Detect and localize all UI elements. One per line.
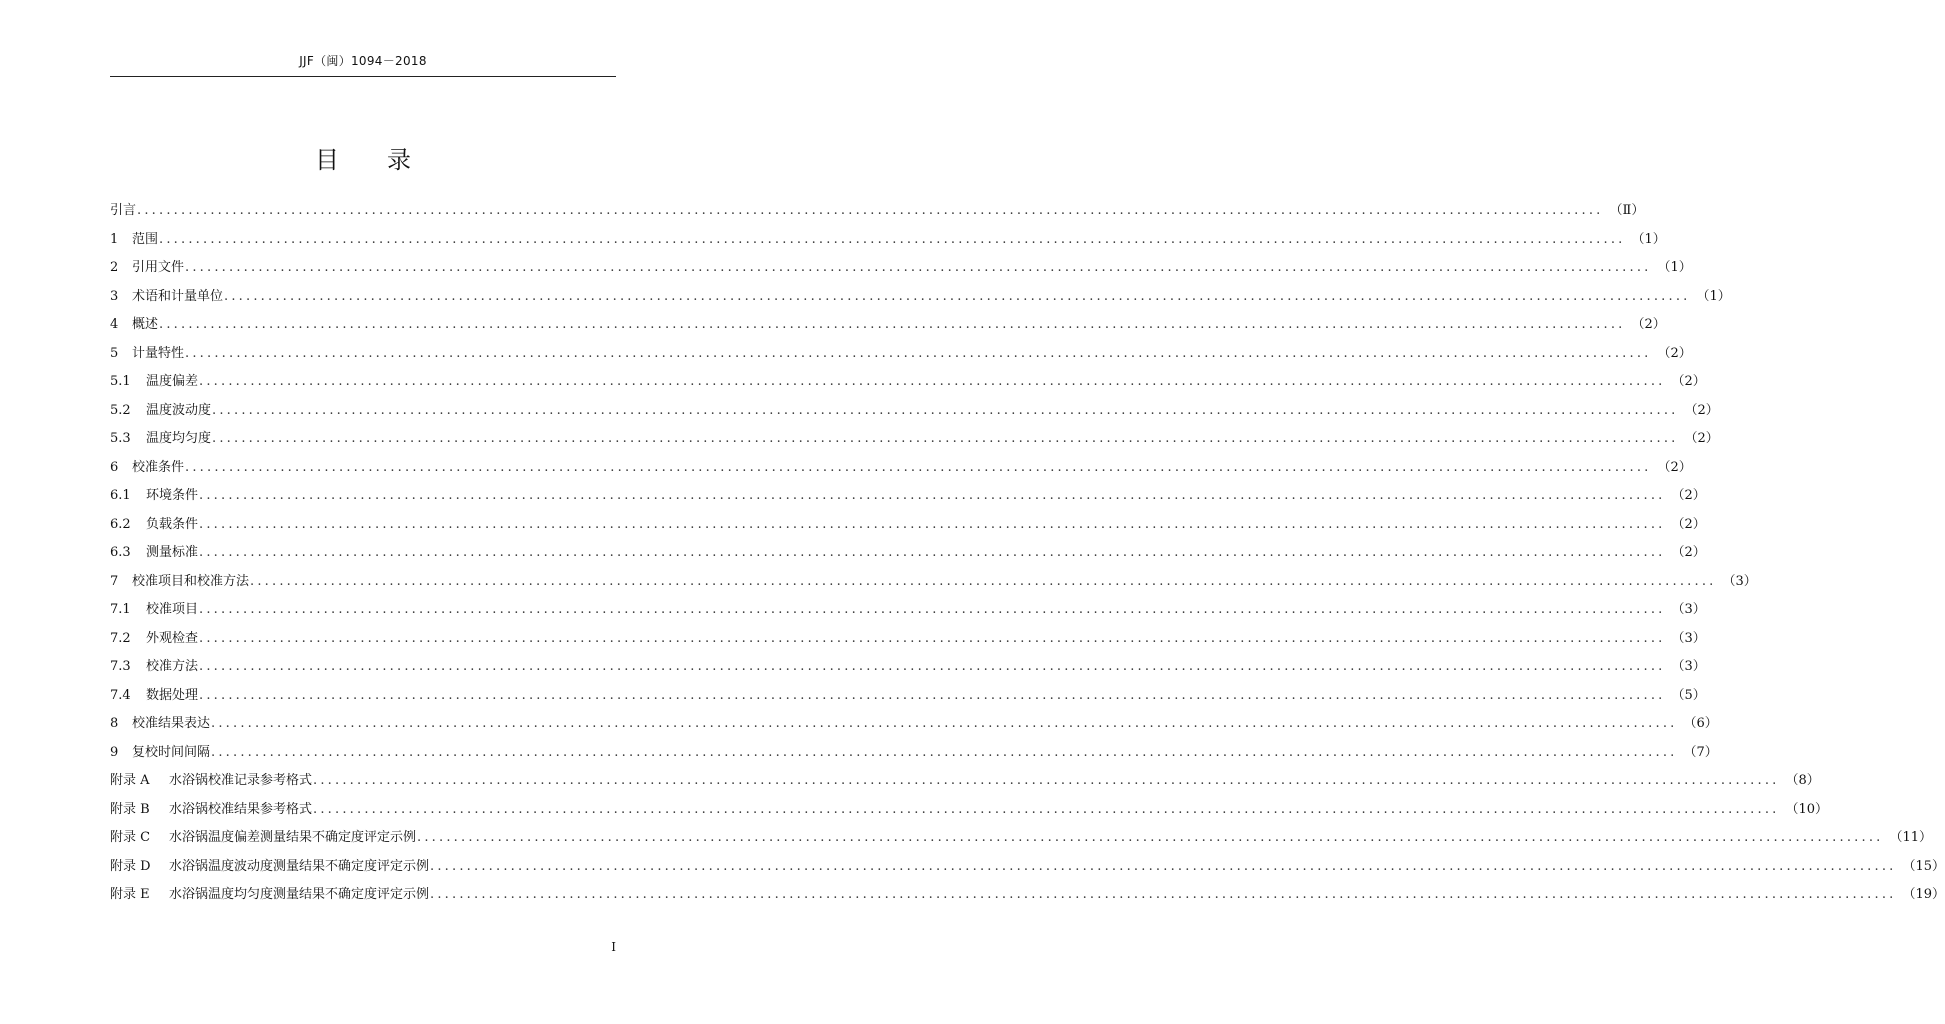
toc-entry[interactable]	[110, 313, 1666, 342]
toc-entry-label: 校准条件	[132, 459, 185, 475]
toc-entry-label: 复校时间间隔	[132, 744, 211, 760]
dot-leader: ........................................................................................................................................................................................................	[185, 345, 1652, 361]
toc-entry-number: 8	[110, 716, 119, 731]
toc-entry-label: 温度均匀度	[146, 431, 212, 446]
dot-leader: ........................................................................................................................................................................................................	[430, 858, 1897, 874]
dot-leader: ........................................................................................................................................................................................................	[224, 288, 1691, 304]
toc-entry-number: 7.4	[110, 687, 131, 703]
toc-entry-number: 6.1	[110, 488, 131, 503]
toc-entry[interactable]	[110, 256, 1692, 285]
toc-entry[interactable]	[110, 199, 1645, 228]
toc-entry[interactable]	[110, 342, 1692, 371]
toc-entry-number: 附录 A	[110, 773, 150, 788]
toc-entry[interactable]	[110, 370, 1706, 399]
toc-entry-page: （3）	[1722, 573, 1757, 589]
toc-entry-label: 术语和计量单位	[132, 288, 224, 304]
toc-entry[interactable]	[110, 826, 1933, 855]
toc-entry[interactable]	[110, 741, 1718, 770]
toc-entry-page: （19）	[1902, 887, 1945, 902]
dot-leader: ........................................................................................................................................................................................................	[313, 801, 1780, 817]
toc-entry-page: （10）	[1785, 801, 1829, 817]
toc-entry-label: 水浴锅校准结果参考格式	[169, 801, 313, 817]
toc-entry[interactable]	[110, 598, 1706, 627]
toc-entry-page: （1）	[1631, 231, 1666, 247]
toc-entry-page: （2）	[1671, 488, 1706, 503]
toc-entry-number: 6.3	[110, 545, 131, 560]
toc-entry-number: 2	[110, 260, 119, 275]
toc-entry[interactable]	[110, 712, 1718, 741]
toc-entry-label: 水浴锅温度波动度测量结果不确定度评定示例	[169, 858, 430, 874]
toc-entry-page: （2）	[1684, 402, 1719, 418]
toc-entry-page: （15）	[1902, 858, 1945, 874]
toc-entry-number: 6	[110, 459, 119, 475]
toc-entry-number: 附录 D	[110, 858, 151, 874]
toc-entry-label: 测量标准	[146, 545, 199, 560]
dot-leader: ........................................................................................................................................................................................................	[199, 659, 1666, 674]
dot-leader: ........................................................................................................................................................................................................	[159, 231, 1626, 247]
dot-leader: ........................................................................................................................................................................................................	[212, 402, 1679, 418]
toc-entry-page: （2）	[1657, 345, 1692, 361]
toc-entry-number: 附录 E	[110, 887, 150, 902]
toc-entry[interactable]	[110, 769, 1820, 798]
dot-leader: ........................................................................................................................................................................................................	[185, 459, 1652, 475]
toc-entry[interactable]	[110, 883, 1945, 912]
toc-entry-number: 7	[110, 573, 119, 589]
toc-entry[interactable]	[110, 627, 1706, 656]
toc-entry[interactable]	[110, 798, 1829, 827]
toc-entry[interactable]	[110, 285, 1731, 314]
toc-entry-page: （2）	[1684, 431, 1719, 446]
toc-entry-label: 数据处理	[146, 687, 199, 703]
toc-entry-page: （1）	[1696, 288, 1731, 304]
toc-entry-label: 水浴锅温度偏差测量结果不确定度评定示例	[169, 830, 417, 845]
toc-entry-page: （1）	[1657, 260, 1692, 275]
toc-entry-label: 引用文件	[132, 260, 185, 275]
toc-entry-label: 引言	[110, 203, 137, 218]
toc-entry-label: 环境条件	[146, 488, 199, 503]
toc-entry-number: 7.2	[110, 630, 131, 646]
toc-entry-number: 5.3	[110, 431, 131, 446]
toc-entry[interactable]	[110, 456, 1692, 485]
dot-leader: ........................................................................................................................................................................................................	[211, 716, 1678, 731]
toc-entry-label: 校准方法	[146, 659, 199, 674]
header-rule	[110, 76, 616, 77]
toc-entry[interactable]	[110, 655, 1706, 684]
toc-entry-number: 4	[110, 317, 119, 332]
toc-entry-label: 负载条件	[146, 516, 199, 532]
toc-entry[interactable]	[110, 399, 1719, 428]
toc-entry[interactable]	[110, 484, 1706, 513]
toc-entry-label: 外观检查	[146, 630, 199, 646]
toc-entry-label: 计量特性	[132, 345, 185, 361]
toc-entry-number: 3	[110, 288, 119, 304]
toc-entry[interactable]	[110, 855, 1945, 884]
toc-entry-page: （Ⅱ）	[1609, 203, 1645, 218]
dot-leader: ........................................................................................................................................................................................................	[199, 602, 1666, 617]
dot-leader: ........................................................................................................................................................................................................	[199, 687, 1666, 703]
dot-leader: ........................................................................................................................................................................................................	[211, 744, 1678, 760]
toc-entry-page: （5）	[1671, 687, 1706, 703]
dot-leader: ........................................................................................................................................................................................................	[199, 545, 1666, 560]
toc-entry-label: 概述	[132, 317, 159, 332]
toc-entry[interactable]	[110, 541, 1706, 570]
toc-entry-number: 附录 B	[110, 801, 150, 817]
toc-entry-page: （2）	[1631, 317, 1666, 332]
dot-leader: ........................................................................................................................................................................................................	[199, 630, 1666, 646]
dot-leader: ........................................................................................................................................................................................................	[250, 573, 1717, 589]
page-title: 目 录	[315, 146, 411, 174]
toc-entry-label: 温度波动度	[146, 402, 212, 418]
toc-entry-label: 水浴锅温度均匀度测量结果不确定度评定示例	[169, 887, 430, 902]
toc-entry-page: （2）	[1671, 545, 1706, 560]
toc-entry-number: 9	[110, 744, 119, 760]
toc-entry-number: 5.2	[110, 402, 131, 418]
toc-entry-label: 温度偏差	[146, 374, 199, 389]
toc-entry-page: （3）	[1671, 602, 1706, 617]
toc-entry[interactable]	[110, 570, 1757, 599]
dot-leader: ........................................................................................................................................................................................................	[185, 260, 1652, 275]
toc-entry-page: （8）	[1785, 773, 1820, 788]
document-code-header: JJF（闽）1094－2018	[299, 54, 427, 68]
toc-entry-page: （3）	[1671, 659, 1706, 674]
toc-entry-label: 校准项目	[146, 602, 199, 617]
toc-entry[interactable]	[110, 427, 1719, 456]
toc-entry-page: （2）	[1657, 459, 1692, 475]
toc-entry-number: 7.1	[110, 602, 131, 617]
table-of-contents	[110, 199, 1945, 912]
dot-leader: ........................................................................................................................................................................................................	[137, 203, 1604, 218]
toc-entry-number: 5.1	[110, 374, 131, 389]
toc-entry-label: 校准结果表达	[132, 716, 211, 731]
toc-entry-page: （7）	[1683, 744, 1718, 760]
toc-entry-number: 6.2	[110, 516, 131, 532]
dot-leader: ........................................................................................................................................................................................................	[199, 374, 1666, 389]
toc-entry-page: （2）	[1671, 374, 1706, 389]
toc-entry-label: 水浴锅校准记录参考格式	[169, 773, 313, 788]
dot-leader: ........................................................................................................................................................................................................	[212, 431, 1679, 446]
toc-entry-page: （2）	[1671, 516, 1706, 532]
dot-leader: ........................................................................................................................................................................................................	[430, 887, 1897, 902]
toc-entry[interactable]	[110, 684, 1706, 713]
page-number: I	[611, 940, 616, 954]
toc-entry-number: 附录 C	[110, 830, 151, 845]
toc-entry-label: 校准项目和校准方法	[132, 573, 250, 589]
toc-entry-number: 7.3	[110, 659, 131, 674]
dot-leader: ........................................................................................................................................................................................................	[417, 830, 1884, 845]
toc-entry[interactable]	[110, 228, 1666, 257]
dot-leader: ........................................................................................................................................................................................................	[199, 516, 1666, 532]
toc-entry-number: 1	[110, 231, 119, 247]
toc-entry-label: 范围	[132, 231, 159, 247]
toc-entry-page: （6）	[1683, 716, 1718, 731]
dot-leader: ........................................................................................................................................................................................................	[159, 317, 1626, 332]
toc-entry-number: 5	[110, 345, 119, 361]
toc-entry[interactable]	[110, 513, 1706, 542]
dot-leader: ........................................................................................................................................................................................................	[199, 488, 1666, 503]
toc-entry-page: （3）	[1671, 630, 1706, 646]
dot-leader: ........................................................................................................................................................................................................	[313, 773, 1780, 788]
toc-entry-page: （11）	[1889, 830, 1933, 845]
